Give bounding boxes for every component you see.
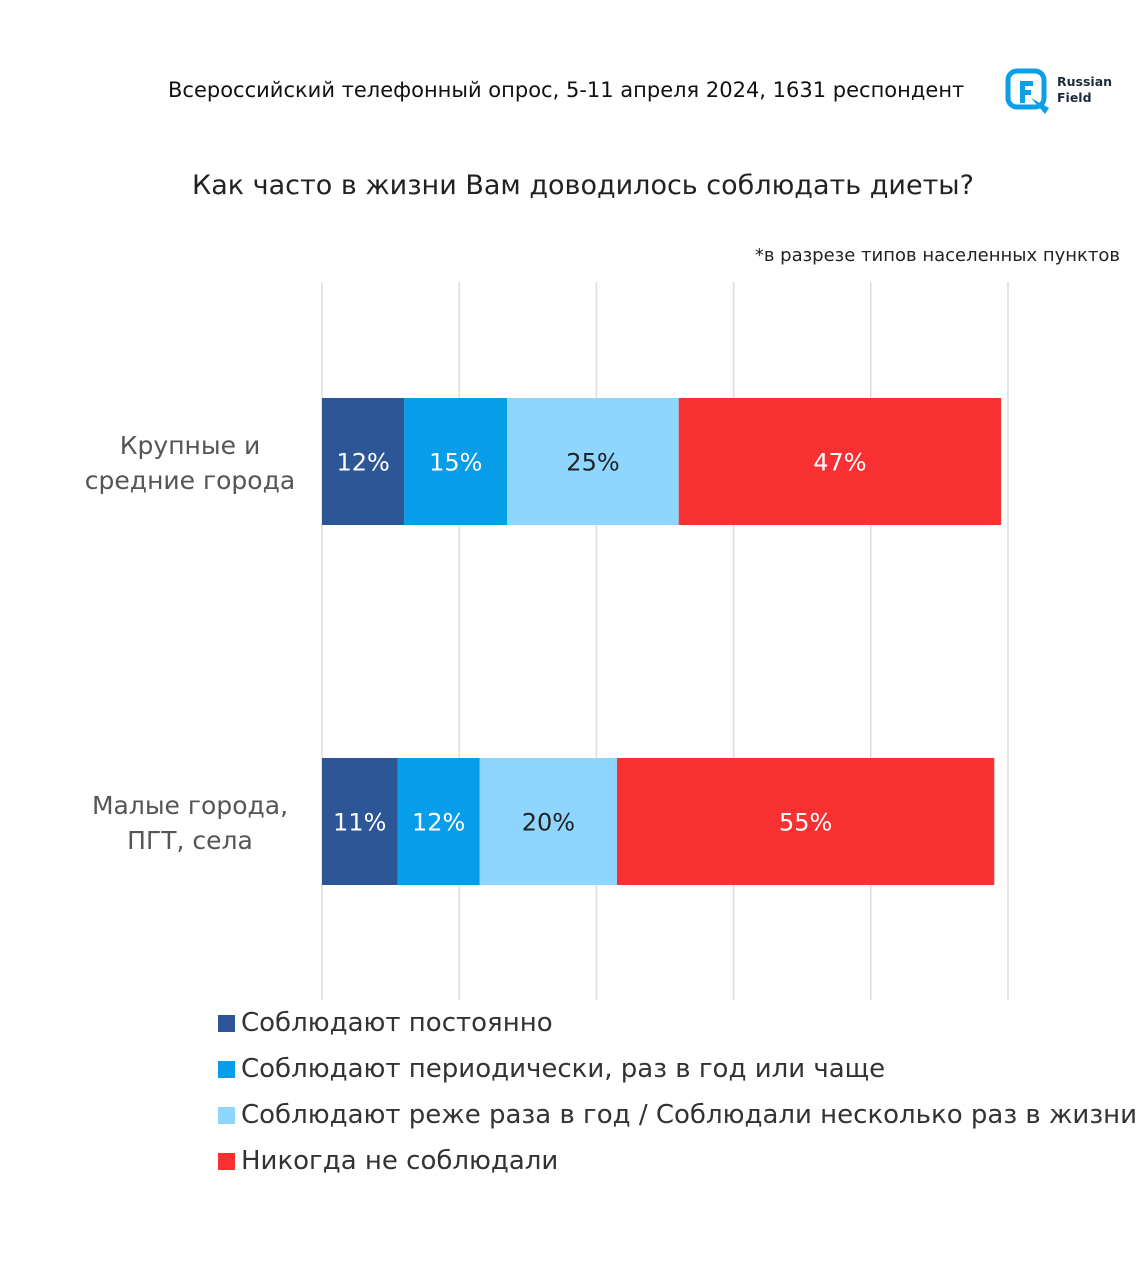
bar-value-label: 47% [813,448,867,477]
category-label: Малые города, [91,791,289,820]
bar-value-label: 12% [336,448,390,477]
logo-text-line1: Russian [1057,74,1113,89]
bar-value-label: 15% [429,448,483,477]
legend-item [218,1092,1137,1138]
chart-title: Как часто в жизни Вам доводилось соблюдать диеты? [192,170,974,201]
legend-swatch [218,1015,235,1032]
bar-value-label: 12% [411,808,466,837]
legend-item [218,1046,1137,1092]
category-label: Крупные и [119,431,261,460]
category-label: средние города [84,466,296,495]
legend [218,1000,1137,1184]
survey-info: Всероссийский телефонный опрос, 5-11 апреля 2024, 1631 респондент [168,78,965,102]
bar-value-label: 11% [333,808,387,837]
category-label: ПГТ, села [127,826,253,855]
chart-subtitle: *в разрезе типов населенных пунктов [754,245,1120,266]
legend-swatch [218,1061,235,1078]
legend-label: Соблюдают реже раза в год / Соблюдали несколько раз в жизни [241,1100,1138,1130]
bar-value-label: 25% [566,448,620,477]
logo-text-line2: Field [1057,90,1092,105]
legend-item [218,1138,1137,1184]
legend-label: Соблюдают постоянно [241,1008,553,1038]
legend-label: Соблюдают периодически, раз в год или чаще [241,1054,886,1084]
legend-swatch [218,1107,235,1124]
legend-swatch [218,1153,235,1170]
bar-value-label: 20% [521,808,576,837]
legend-label: Никогда не соблюдали [241,1146,559,1176]
legend-item [218,1000,1137,1046]
bar-value-label: 55% [778,808,833,837]
